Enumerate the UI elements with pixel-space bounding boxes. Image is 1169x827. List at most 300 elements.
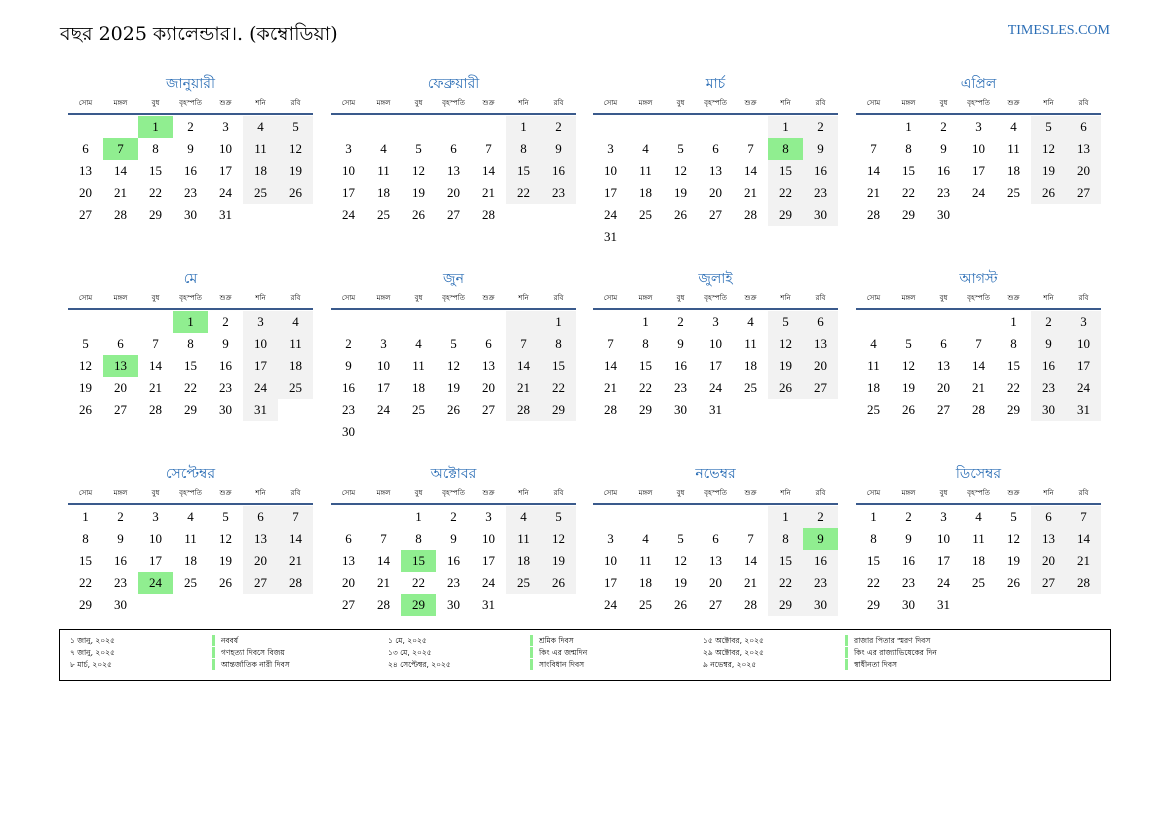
day-cell: 22: [412, 575, 425, 590]
day-cell: 17: [482, 553, 495, 568]
weekday-label: রবি: [553, 294, 564, 302]
empty-cell: [68, 311, 103, 333]
day-cell: 16: [541, 160, 576, 182]
day-cell: 28: [744, 597, 757, 612]
weekday-header: [331, 290, 576, 310]
day-cell: 13: [709, 553, 722, 568]
empty-cell: [768, 399, 803, 421]
day-cell: 13: [342, 553, 355, 568]
day-cell: 25: [377, 207, 390, 222]
weekday-label: শনি: [1043, 489, 1054, 497]
day-cell: 19: [1007, 553, 1020, 568]
empty-cell: [733, 116, 768, 138]
day-cell: 7: [506, 333, 541, 355]
day-cell: 13: [447, 163, 460, 178]
day-cell: 31: [219, 207, 232, 222]
empty-cell: [243, 204, 278, 226]
day-cell: 29: [768, 204, 803, 226]
empty-cell: [628, 226, 663, 248]
day-cell: 16: [674, 358, 687, 373]
empty-cell: [103, 116, 138, 138]
day-cell: 29: [867, 597, 880, 612]
weekday-label: সোম: [866, 489, 881, 497]
weekday-label: শুক্র: [744, 294, 757, 302]
weekday-label: বুধ: [414, 294, 423, 302]
day-cell: 4: [747, 314, 754, 329]
day-cell: 9: [450, 531, 457, 546]
day-cell: 14: [744, 553, 757, 568]
day-cell: 3: [243, 311, 278, 333]
month-block: [856, 463, 1101, 616]
day-cell: 21: [506, 377, 541, 399]
month-name: ফেব্রুয়ারী: [427, 76, 480, 92]
day-cell: 15: [541, 355, 576, 377]
weekday-label: শনি: [255, 294, 266, 302]
day-cell: 22: [506, 182, 541, 204]
month-name: মার্চ: [705, 76, 726, 92]
day-cell: 14: [1066, 528, 1101, 550]
day-cell: 16: [447, 553, 460, 568]
empty-cell: [961, 204, 996, 226]
day-cell: 22: [541, 377, 576, 399]
day-cell: 26: [902, 402, 915, 417]
day-cell: 23: [541, 182, 576, 204]
day-grid: [331, 116, 576, 226]
day-cell: 1: [768, 506, 803, 528]
day-cell: 13: [937, 358, 950, 373]
empty-cell: [593, 116, 628, 138]
weekday-label: রবি: [815, 294, 826, 302]
weekday-label: সোম: [603, 489, 618, 497]
day-cell: 11: [412, 358, 425, 373]
holiday-name: গণহত্যা দিবসে বিজয়: [221, 648, 285, 657]
empty-cell: [401, 311, 436, 333]
holiday-name: শ্রমিক দিবস: [539, 636, 574, 645]
day-cell: 15: [506, 160, 541, 182]
day-cell: 9: [677, 336, 684, 351]
month-block: [593, 463, 838, 616]
empty-cell: [471, 116, 506, 138]
empty-cell: [541, 594, 576, 616]
holiday-name: আন্তর্জাতিক নারী দিবস: [221, 660, 290, 669]
day-cell: 15: [149, 163, 162, 178]
day-cell: 27: [1031, 572, 1066, 594]
weekday-label: বৃহস্পতি: [704, 294, 727, 302]
weekday-label: রবি: [290, 489, 301, 497]
day-cell: 11: [744, 336, 757, 351]
weekday-header: [331, 95, 576, 115]
empty-cell: [768, 226, 803, 248]
empty-cell: [471, 311, 506, 333]
day-cell: 18: [412, 380, 425, 395]
day-cell: 21: [867, 185, 880, 200]
day-cell: 30: [1031, 399, 1066, 421]
weekday-label: শুক্র: [219, 99, 232, 107]
day-cell: 11: [243, 138, 278, 160]
weekday-label: রবি: [553, 99, 564, 107]
day-cell: 17: [972, 163, 985, 178]
day-cell: 21: [149, 380, 162, 395]
day-cell: 27: [937, 402, 950, 417]
empty-cell: [366, 116, 401, 138]
day-grid: [856, 116, 1101, 226]
month-name: জুন: [443, 271, 464, 287]
weekday-label: বৃহস্পতি: [179, 489, 202, 497]
day-cell: 12: [541, 528, 576, 550]
day-grid: [593, 506, 838, 616]
day-cell: 17: [342, 185, 355, 200]
day-cell: 4: [1010, 119, 1017, 134]
day-grid: [856, 506, 1101, 616]
day-cell: 29: [639, 402, 652, 417]
day-cell: 23: [114, 575, 127, 590]
day-cell: 4: [642, 531, 649, 546]
day-cell: 28: [867, 207, 880, 222]
holiday-marker: [212, 659, 215, 670]
day-cell: 26: [1031, 182, 1066, 204]
day-cell: 12: [768, 333, 803, 355]
month-block: [593, 268, 838, 421]
day-cell: 12: [278, 138, 313, 160]
day-cell: 31: [604, 229, 617, 244]
day-cell: 25: [1007, 185, 1020, 200]
day-cell: 12: [79, 358, 92, 373]
weekday-header: [856, 95, 1101, 115]
day-cell: 17: [377, 380, 390, 395]
holiday-date: ৯ নভেম্বর, ২০২৫: [703, 660, 757, 669]
day-cell: 2: [187, 119, 194, 134]
empty-cell: [926, 311, 961, 333]
weekday-label: সোম: [341, 294, 356, 302]
day-cell: 30: [803, 594, 838, 616]
day-cell: 18: [184, 553, 197, 568]
empty-cell: [68, 116, 103, 138]
day-cell: 3: [152, 509, 159, 524]
day-cell: 26: [541, 572, 576, 594]
weekday-label: রবি: [290, 99, 301, 107]
day-cell: 17: [219, 163, 232, 178]
weekday-label: মঙ্গল: [376, 99, 391, 107]
day-cell: 28: [1066, 572, 1101, 594]
weekday-label: সোম: [603, 99, 618, 107]
empty-cell: [698, 226, 733, 248]
day-cell: 20: [482, 380, 495, 395]
day-cell: 29: [184, 402, 197, 417]
day-cell: 10: [342, 163, 355, 178]
day-cell: 8: [905, 141, 912, 156]
holiday-date: ৮ মার্চ, ২০২৫: [70, 660, 112, 669]
holiday-date: ২৯ অক্টোবর, ২০২৫: [703, 648, 764, 657]
day-cell: 17: [149, 553, 162, 568]
day-cell: 23: [1031, 377, 1066, 399]
day-cell: 26: [1007, 575, 1020, 590]
day-cell: 28: [149, 402, 162, 417]
day-cell: 12: [902, 358, 915, 373]
day-cell: 15: [768, 160, 803, 182]
day-cell: 5: [905, 336, 912, 351]
holiday-entry: [70, 647, 290, 659]
weekday-header: [593, 485, 838, 505]
day-cell: 16: [219, 358, 232, 373]
empty-cell: [471, 421, 506, 443]
month-block: [856, 73, 1101, 226]
day-cell: 3: [940, 509, 947, 524]
day-cell: 13: [709, 163, 722, 178]
day-cell: 15: [902, 163, 915, 178]
day-cell: 8: [541, 333, 576, 355]
weekday-label: শনি: [780, 489, 791, 497]
day-cell: 25: [744, 380, 757, 395]
day-cell: 29: [902, 207, 915, 222]
holiday-date: ১৩ মে, ২০২৫: [388, 648, 432, 657]
day-cell: 22: [184, 380, 197, 395]
empty-cell: [1031, 204, 1066, 226]
empty-cell: [208, 594, 243, 616]
day-cell: 26: [768, 377, 803, 399]
weekday-label: বুধ: [151, 489, 160, 497]
holiday-entry: [70, 659, 290, 671]
day-cell: 1: [870, 509, 877, 524]
day-cell: 10: [604, 163, 617, 178]
page-title: বছর 2025 ক্যালেন্ডার।. (কম্বোডিয়া): [60, 23, 338, 45]
day-cell: 3: [1066, 311, 1101, 333]
day-cell: 18: [639, 575, 652, 590]
month-name: নভেম্বর: [695, 466, 736, 482]
day-cell: 6: [712, 531, 719, 546]
day-cell: 22: [1007, 380, 1020, 395]
empty-cell: [138, 311, 173, 333]
weekday-label: রবি: [815, 489, 826, 497]
weekday-label: বৃহস্পতি: [179, 99, 202, 107]
day-cell: 7: [278, 506, 313, 528]
day-cell: 27: [447, 207, 460, 222]
weekday-header: [593, 290, 838, 310]
day-cell: 30: [937, 207, 950, 222]
day-cell: 27: [114, 402, 127, 417]
day-cell: 31: [482, 597, 495, 612]
day-cell: 22: [639, 380, 652, 395]
day-cell: 4: [243, 116, 278, 138]
day-cell: 7: [747, 531, 754, 546]
day-cell: 19: [219, 553, 232, 568]
empty-cell: [401, 421, 436, 443]
day-cell: 13: [1031, 528, 1066, 550]
weekday-label: বুধ: [939, 99, 948, 107]
weekday-label: মঙ্গল: [638, 489, 653, 497]
weekday-header: [68, 290, 313, 310]
empty-cell: [1031, 594, 1066, 616]
day-cell: 5: [222, 509, 229, 524]
day-cell: 2: [345, 336, 352, 351]
day-cell: 12: [674, 163, 687, 178]
weekday-label: বৃহস্পতি: [442, 489, 465, 497]
month-block: [331, 463, 576, 616]
day-cell: 5: [278, 116, 313, 138]
day-cell: 21: [604, 380, 617, 395]
weekday-label: শুক্র: [219, 294, 232, 302]
day-cell: 6: [485, 336, 492, 351]
holiday-date: ১৫ অক্টোবর, ২০২৫: [703, 636, 764, 645]
weekday-label: শুক্র: [482, 489, 495, 497]
holiday-marker: [212, 647, 215, 658]
day-cell: 24: [1066, 377, 1101, 399]
day-cell: 3: [607, 141, 614, 156]
day-cell: 17: [1066, 355, 1101, 377]
day-cell: 31: [243, 399, 278, 421]
day-cell: 1: [768, 116, 803, 138]
month-name: এপ্রিল: [960, 76, 997, 92]
empty-cell: [138, 594, 173, 616]
day-cell: 18: [867, 380, 880, 395]
day-cell: 20: [447, 185, 460, 200]
holiday-entry: [703, 647, 937, 659]
day-cell: 6: [82, 141, 89, 156]
weekday-label: বৃহস্পতি: [704, 99, 727, 107]
month-block: [68, 73, 313, 226]
day-cell: 30: [447, 597, 460, 612]
empty-cell: [663, 116, 698, 138]
day-cell: 7: [1066, 506, 1101, 528]
holiday-list: [59, 629, 1111, 681]
day-cell: 6: [243, 506, 278, 528]
day-cell: 24: [937, 575, 950, 590]
day-cell: 25: [184, 575, 197, 590]
month-block: [856, 268, 1101, 421]
day-cell: 2: [803, 506, 838, 528]
day-cell: 5: [415, 141, 422, 156]
weekday-label: বুধ: [151, 99, 160, 107]
empty-cell: [331, 506, 366, 528]
empty-cell: [733, 399, 768, 421]
day-cell: 1: [905, 119, 912, 134]
day-cell: 2: [222, 314, 229, 329]
empty-cell: [593, 311, 628, 333]
day-cell: 16: [184, 163, 197, 178]
day-cell: 29: [768, 594, 803, 616]
day-cell: 16: [803, 550, 838, 572]
day-cell: 12: [219, 531, 232, 546]
day-cell: 14: [506, 355, 541, 377]
day-cell: 11: [278, 333, 313, 355]
weekday-label: বুধ: [676, 294, 685, 302]
weekday-label: বুধ: [939, 489, 948, 497]
empty-cell: [278, 204, 313, 226]
day-cell: 1: [541, 311, 576, 333]
day-cell: 30: [219, 402, 232, 417]
month-block: [331, 73, 576, 226]
day-cell: 10: [972, 141, 985, 156]
day-cell: 4: [642, 141, 649, 156]
day-cell: 6: [1031, 506, 1066, 528]
weekday-header: [68, 485, 313, 505]
day-cell: 23: [902, 575, 915, 590]
empty-cell: [698, 506, 733, 528]
day-cell: 6: [803, 311, 838, 333]
day-cell: 31: [709, 402, 722, 417]
day-cell: 9: [940, 141, 947, 156]
empty-cell: [1066, 594, 1101, 616]
day-cell: 9: [1031, 333, 1066, 355]
day-cell: 15: [867, 553, 880, 568]
day-grid: [331, 311, 576, 443]
empty-cell: [541, 421, 576, 443]
day-cell: 25: [243, 182, 278, 204]
day-cell: 22: [149, 185, 162, 200]
empty-cell: [663, 506, 698, 528]
weekday-label: শনি: [255, 99, 266, 107]
day-cell: 12: [1007, 531, 1020, 546]
day-cell: 26: [412, 207, 425, 222]
weekday-label: শুক্র: [1007, 294, 1020, 302]
day-cell: 20: [709, 185, 722, 200]
day-cell: 20: [803, 355, 838, 377]
day-cell: 4: [187, 509, 194, 524]
day-cell: 11: [506, 528, 541, 550]
site-link[interactable]: TIMESLES.COM: [1007, 23, 1110, 38]
weekday-header: [593, 95, 838, 115]
day-cell: 2: [940, 119, 947, 134]
day-grid: [68, 506, 313, 616]
empty-cell: [366, 421, 401, 443]
day-cell: 23: [447, 575, 460, 590]
weekday-header: [68, 95, 313, 115]
day-cell: 8: [187, 336, 194, 351]
day-cell: 18: [1007, 163, 1020, 178]
holiday-day-cell: 9: [803, 528, 838, 550]
day-cell: 8: [506, 138, 541, 160]
day-cell: 7: [870, 141, 877, 156]
holiday-column: [388, 635, 587, 671]
day-cell: 20: [342, 575, 355, 590]
day-cell: 17: [709, 358, 722, 373]
day-cell: 3: [485, 509, 492, 524]
day-cell: 10: [219, 141, 232, 156]
day-cell: 25: [867, 402, 880, 417]
day-cell: 19: [412, 185, 425, 200]
day-cell: 26: [674, 597, 687, 612]
holiday-day-cell: 1: [138, 116, 173, 138]
day-cell: 28: [482, 207, 495, 222]
day-cell: 4: [870, 336, 877, 351]
empty-cell: [961, 311, 996, 333]
holiday-marker: [845, 647, 848, 658]
weekday-label: মঙ্গল: [113, 489, 128, 497]
empty-cell: [698, 116, 733, 138]
day-cell: 19: [278, 160, 313, 182]
day-cell: 4: [278, 311, 313, 333]
empty-cell: [996, 594, 1031, 616]
weekday-label: বৃহস্পতি: [967, 294, 990, 302]
day-cell: 8: [1010, 336, 1017, 351]
empty-cell: [436, 311, 471, 333]
day-cell: 23: [803, 572, 838, 594]
holiday-day-cell: 8: [768, 138, 803, 160]
day-cell: 16: [1031, 355, 1066, 377]
weekday-label: শুক্র: [219, 489, 232, 497]
weekday-label: সোম: [341, 99, 356, 107]
holiday-date: ১ মে, ২০২৫: [388, 636, 427, 645]
month-block: [68, 463, 313, 616]
day-cell: 2: [905, 509, 912, 524]
day-cell: 11: [639, 553, 652, 568]
day-cell: 4: [975, 509, 982, 524]
day-cell: 9: [905, 531, 912, 546]
day-cell: 16: [902, 553, 915, 568]
day-cell: 27: [803, 377, 838, 399]
weekday-label: বুধ: [414, 99, 423, 107]
weekday-label: রবি: [290, 294, 301, 302]
day-cell: 3: [712, 314, 719, 329]
